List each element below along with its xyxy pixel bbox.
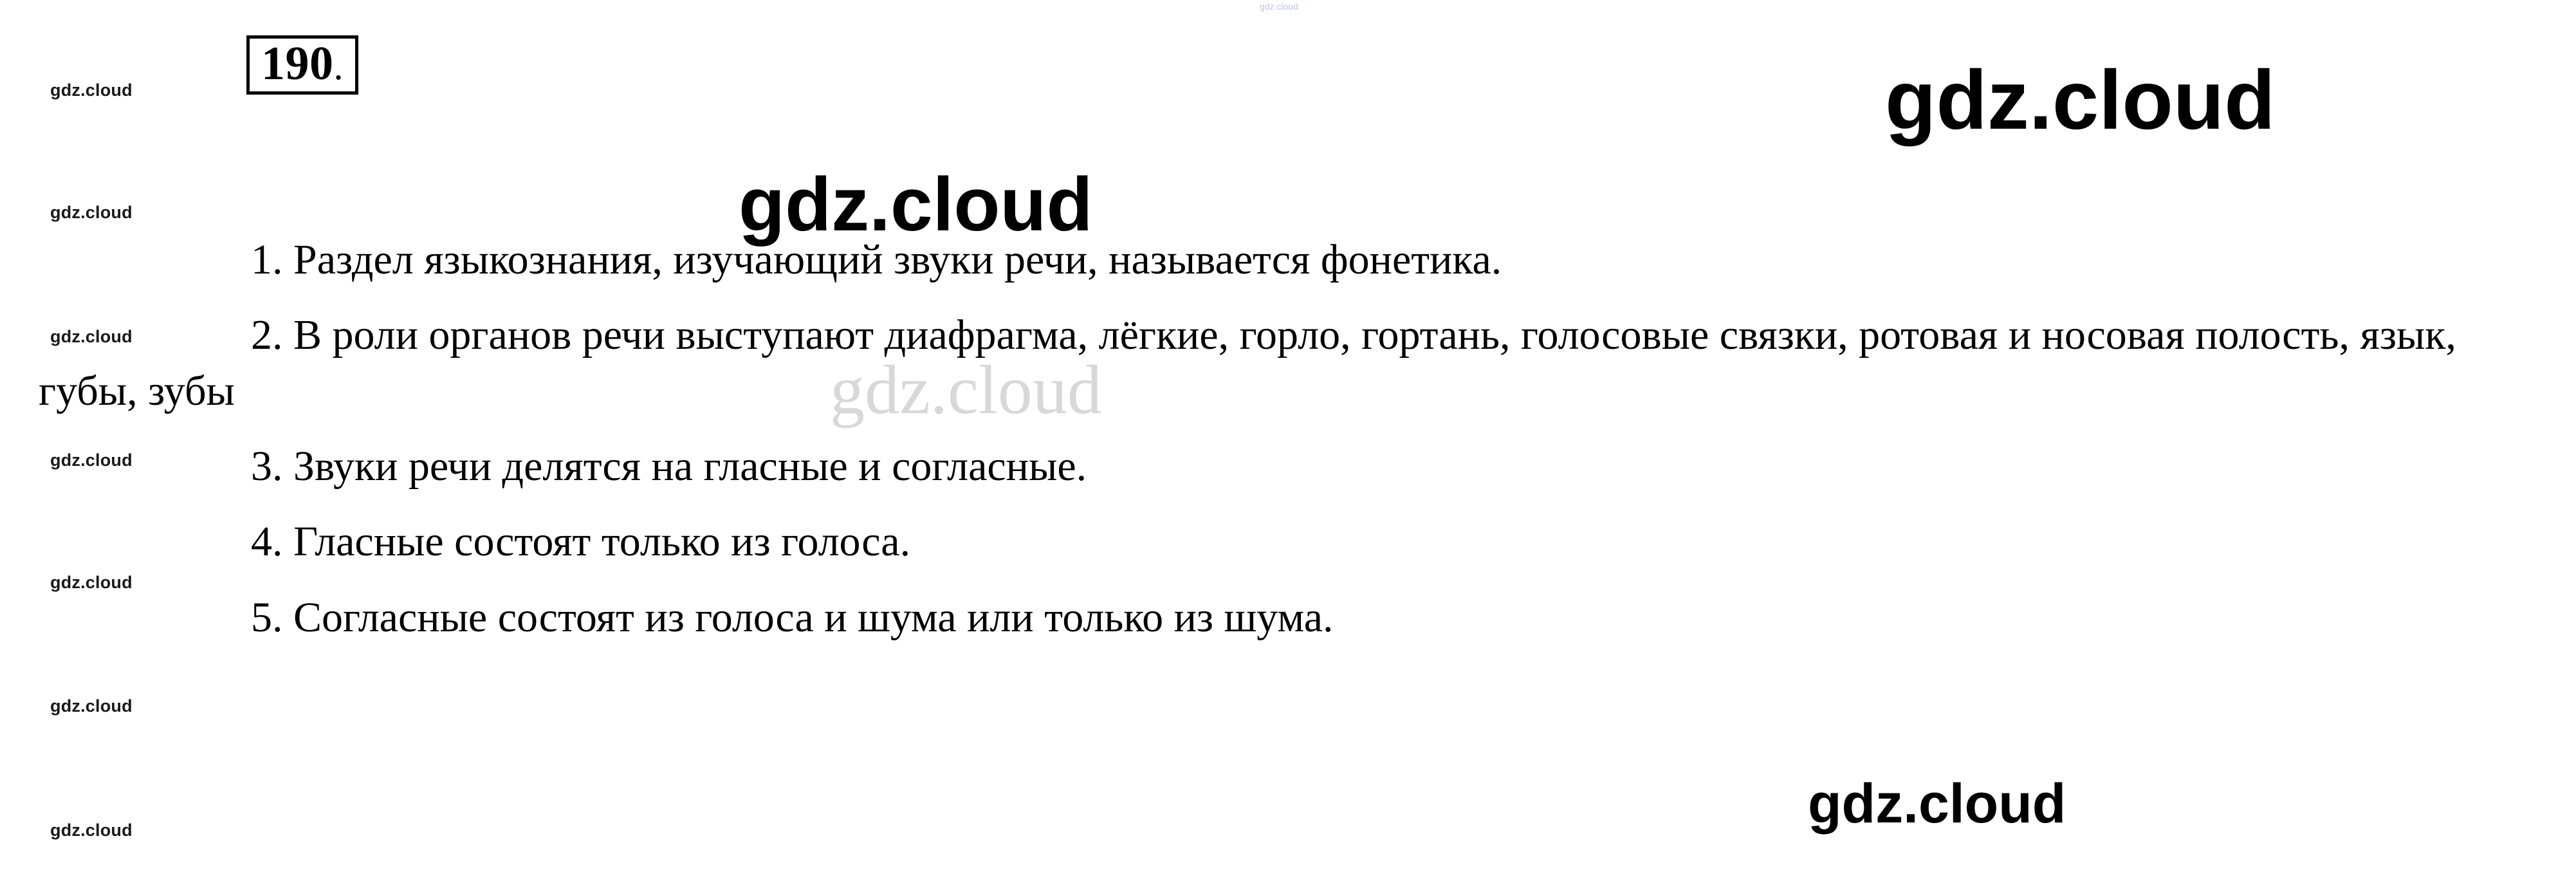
watermark-large-center: gdz.cloud	[739, 162, 1093, 247]
paragraph-5: 5. Согласные состоят из голоса и шума или только из шума.	[251, 593, 1334, 641]
watermark-sidebar-1: gdz.cloud	[50, 80, 133, 100]
paragraph-1: 1. Раздел языкознания, изучающий звуки речи, называется фонетика.	[251, 236, 1502, 283]
watermark-top-tiny: gdz.cloud	[1260, 1, 1298, 12]
exercise-number-dot: .	[333, 45, 344, 88]
document-body	[39, 232, 2541, 665]
watermark-sidebar-4: gdz.cloud	[50, 450, 133, 470]
exercise-number: 190	[261, 37, 334, 90]
watermark-large-bottom-right: gdz.cloud	[1808, 773, 2066, 835]
paragraph-2: 2. В роли органов речи выступают диафрагма, лёгкие, горло, гортань, голосовые связки, ротовая и носовая полость, язык, губы, зубы	[39, 311, 2456, 415]
paragraph-3: 3. Звуки речи делятся на гласные и согласные.	[251, 443, 1087, 490]
watermark-sidebar-3: gdz.cloud	[50, 327, 133, 346]
watermark-ghost-center: gdz.cloud	[830, 352, 1102, 429]
watermark-sidebar-5: gdz.cloud	[50, 573, 133, 592]
watermark-sidebar-7: gdz.cloud	[50, 820, 133, 840]
exercise-number-box	[246, 35, 358, 95]
watermark-large-right: gdz.cloud	[1885, 53, 2276, 147]
paragraph-4: 4. Гласные состоят только из голоса.	[251, 518, 911, 566]
watermark-sidebar-6: gdz.cloud	[50, 696, 133, 716]
watermark-sidebar-2: gdz.cloud	[50, 203, 133, 222]
